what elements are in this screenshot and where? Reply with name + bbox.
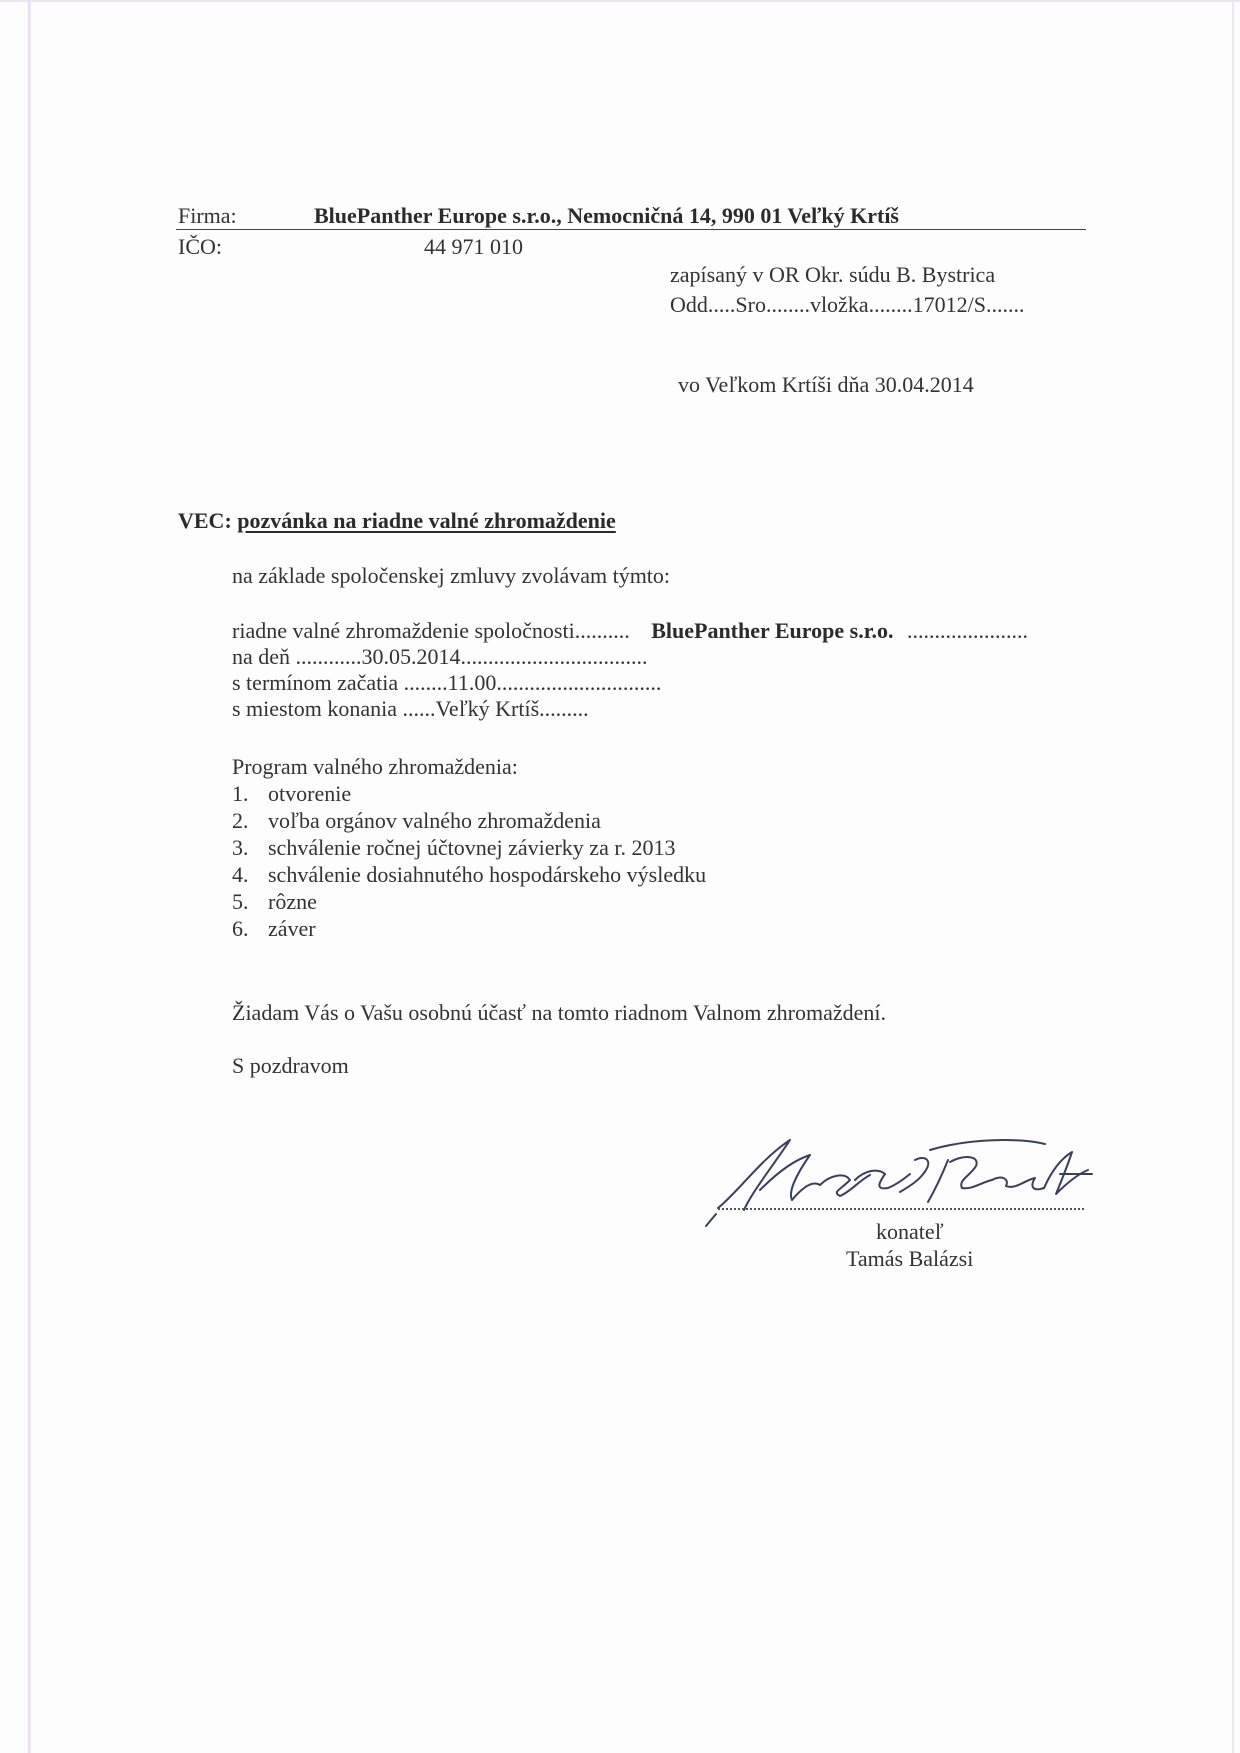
program-item-number: 4. <box>232 862 249 887</box>
intro-text: na základe spoločenskej zmluvy zvolávam týmto: <box>232 563 671 588</box>
program-item-number: 2. <box>232 808 249 833</box>
program-item <box>232 781 351 807</box>
scan-edge-left <box>28 0 31 1753</box>
signatory-role: konateľ <box>876 1219 944 1244</box>
meeting-line-1-suffix: ...................... <box>906 618 1028 643</box>
header-rule <box>176 229 1086 230</box>
program-item-text: rôzne <box>268 889 317 914</box>
closing-text: S pozdravom <box>232 1053 349 1078</box>
program-item-number: 5. <box>232 889 249 914</box>
scan-edge-right <box>1232 0 1234 1753</box>
meeting-line-1 <box>232 618 1028 644</box>
meeting-company: BluePanther Europe s.r.o. <box>651 618 894 643</box>
subject-text: pozvánka na riadne valné zhromaždenie <box>237 508 616 533</box>
program-item <box>232 835 675 861</box>
program-title: Program valného zhromaždenia: <box>232 754 518 779</box>
program-item <box>232 889 317 915</box>
program-item <box>232 916 316 942</box>
program-item-text: schválenie ročnej účtovnej závierky za r. 2013 <box>268 835 676 860</box>
firma-value: BluePanther Europe s.r.o., Nemocničná 14, 990 01 Veľký Krtíš <box>314 203 899 228</box>
program-item-number: 6. <box>232 916 249 941</box>
signatory-name: Tamás Balázsi <box>846 1246 974 1271</box>
program-item-number: 3. <box>232 835 249 860</box>
ico-label: IČO: <box>178 234 222 259</box>
signature-dotted-line <box>718 1208 1084 1210</box>
program-item <box>232 808 601 834</box>
program-item-number: 1. <box>232 781 249 806</box>
register-line-1: zapísaný v OR Okr. súdu B. Bystrica <box>670 262 996 287</box>
meeting-line-1-prefix: riadne valné zhromaždenie spoločnosti.......... <box>232 618 630 643</box>
scan-edge-top <box>0 0 1240 2</box>
subject-line <box>178 508 616 534</box>
program-item <box>232 862 706 888</box>
program-item-text: schválenie dosiahnutého hospodárskeho výsledku <box>268 862 707 887</box>
subject-label: VEC: <box>178 508 232 533</box>
ico-value: 44 971 010 <box>424 234 523 259</box>
program-item-text: záver <box>268 916 316 941</box>
program-item-text: otvorenie <box>268 781 352 806</box>
meeting-date-line: na deň ............30.05.2014.................................. <box>232 644 648 669</box>
request-text: Žiadam Vás o Vašu osobnú účasť na tomto riadnom Valnom zhromaždení. <box>232 1000 887 1025</box>
meeting-place-line: s miestom konania ......Veľký Krtíš......... <box>232 696 589 721</box>
date-line: vo Veľkom Krtíši dňa 30.04.2014 <box>678 372 974 397</box>
firma-label: Firma: <box>178 203 237 228</box>
register-line-2: Odd.....Sro........vložka........17012/S....... <box>670 292 1025 317</box>
program-item-text: voľba orgánov valného zhromaždenia <box>268 808 601 833</box>
meeting-time-line: s termínom začatia ........11.00.............................. <box>232 670 662 695</box>
